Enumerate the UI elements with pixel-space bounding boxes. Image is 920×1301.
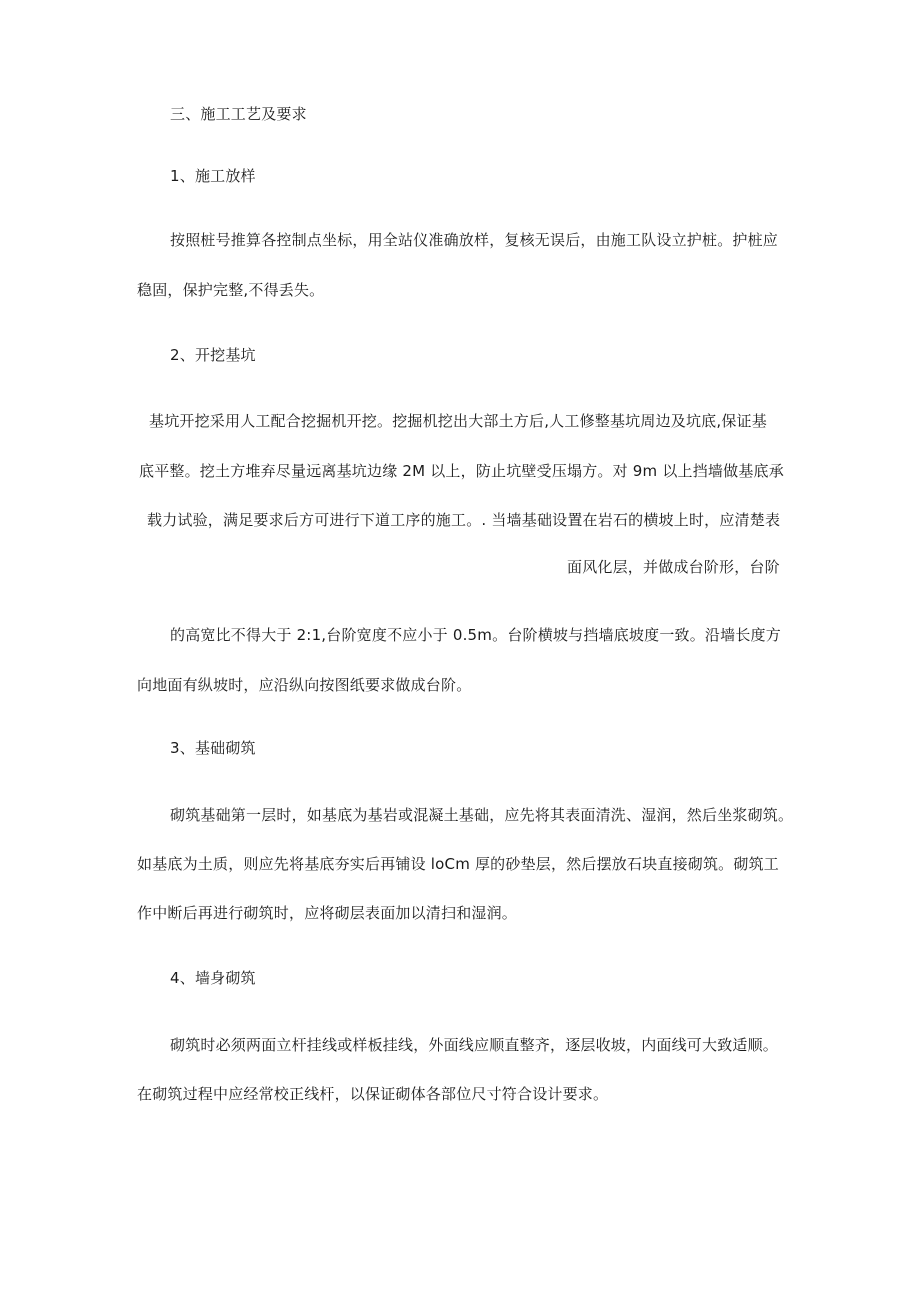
subsection-heading-2: 2、开挖基坑 <box>170 346 256 364</box>
section-title: 三、施工工艺及要求 <box>170 105 307 123</box>
paragraph-line: 砌筑时必须两面立杆挂线或样板挂线，外面线应顺直整齐，逐层收坡，内面线可大致适顺。 <box>170 1036 779 1054</box>
paragraph-line: 按照桩号推算各控制点坐标，用全站仪准确放样，复核无误后，由施工队设立护桩。护桩应 <box>170 231 779 249</box>
paragraph-line: 的高宽比不得大于 2:1,台阶宽度不应小于 0.5m。台阶横坡与挡墙底坡度一致。沿墙长度方 <box>170 626 781 644</box>
paragraph-line: 底平整。挖土方堆弃尽量远离基坑边缘 2M 以上，防止坑壁受压塌方。对 9m 以上挡墙做基底承 <box>139 462 784 480</box>
subsection-heading-3: 3、基础砌筑 <box>170 739 256 757</box>
paragraph-line: 在砌筑过程中应经常校正线杆，以保证砌体各部位尺寸符合设计要求。 <box>137 1085 609 1103</box>
paragraph-line: 稳固，保护完整,不得丢失。 <box>137 281 325 299</box>
paragraph-line: 作中断后再进行砌筑时，应将砌层表面加以清扫和湿润。 <box>137 904 518 922</box>
paragraph-line: 载力试验，满足要求后方可进行下道工序的施工。. 当墙基础设置在岩石的横坡上时，应清楚表 <box>147 511 781 529</box>
subsection-heading-4: 4、墙身砌筑 <box>170 969 256 987</box>
paragraph-line: 基坑开挖采用人工配合挖掘机开挖。挖掘机挖出大部土方后,人工修整基坑周边及坑底,保证基 <box>149 412 767 430</box>
paragraph-line: 面风化层，并做成台阶形，台阶 <box>567 558 780 576</box>
subsection-heading-1: 1、施工放样 <box>170 167 256 185</box>
paragraph-line: 向地面有纵坡时，应沿纵向按图纸要求做成台阶。 <box>137 676 472 694</box>
paragraph-line: 砌筑基础第一层时，如基底为基岩或混凝土基础，应先将其表面清洗、湿润，然后坐浆砌筑。 <box>170 806 794 824</box>
paragraph-line: 如基底为土质，则应先将基底夯实后再铺设 loCm 厚的砂垫层，然后摆放石块直接砌筑。砌筑工 <box>137 855 779 873</box>
